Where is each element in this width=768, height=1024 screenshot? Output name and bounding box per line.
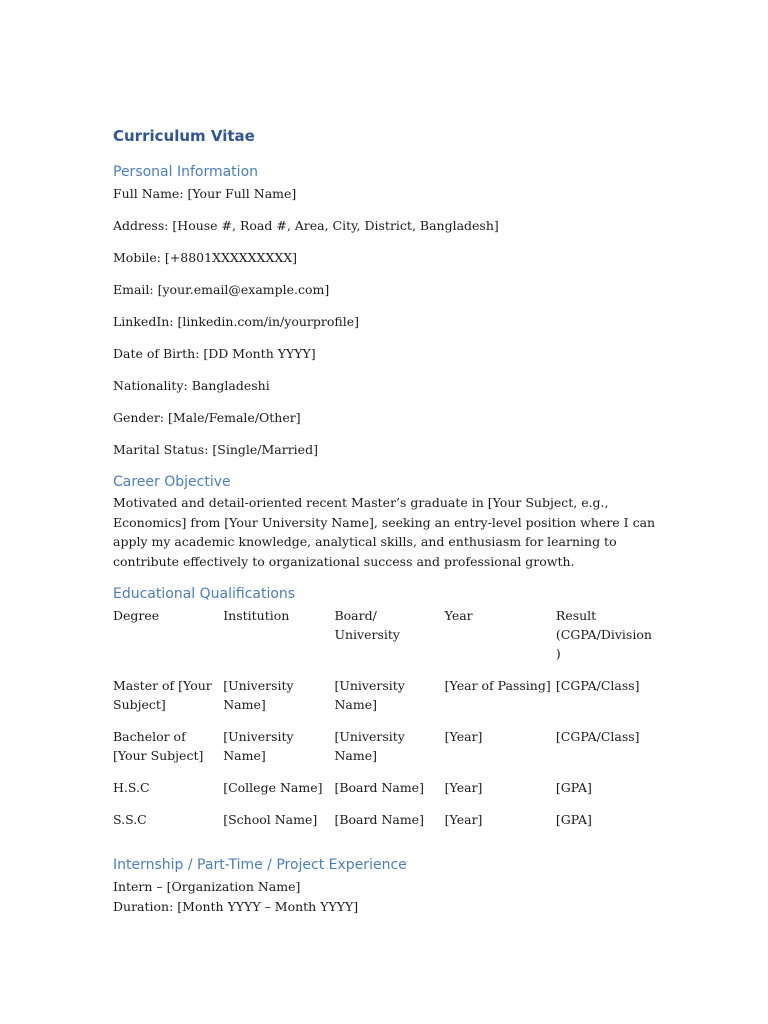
cell-result: [CGPA/Class] bbox=[555, 678, 640, 693]
cell-year: [Year] bbox=[444, 729, 483, 744]
cell-result: [CGPA/Class] bbox=[555, 729, 640, 744]
personal-info-section bbox=[113, 184, 658, 459]
mobile-field: Mobile: [+8801XXXXXXXXX] bbox=[113, 250, 298, 265]
col-header-board: Board/ University bbox=[334, 608, 400, 642]
cell-institution: [School Name] bbox=[223, 812, 318, 827]
cell-board: [Board Name] bbox=[334, 780, 424, 795]
col-header-institution: Institution bbox=[223, 608, 290, 623]
education-heading: Educational Qualifications bbox=[113, 586, 296, 602]
cell-institution: [University Name] bbox=[223, 678, 294, 712]
dob-field: Date of Birth: [DD Month YYYY] bbox=[113, 346, 316, 361]
internship-duration: Duration: [Month YYYY – Month YYYY] bbox=[113, 898, 359, 914]
cell-degree: S.S.C bbox=[113, 812, 147, 827]
table-row bbox=[113, 727, 658, 778]
cell-board: [Board Name] bbox=[334, 812, 424, 827]
cell-year: [Year] bbox=[444, 812, 483, 827]
cell-result: [GPA] bbox=[555, 780, 592, 795]
email-field: Email: [your.email@example.com] bbox=[113, 282, 330, 297]
table-row bbox=[113, 676, 658, 727]
education-header-row bbox=[113, 606, 658, 676]
cell-degree: Bachelor of [Your Subject] bbox=[113, 729, 204, 763]
linkedin-field: LinkedIn: [linkedin.com/in/yourprofile] bbox=[113, 314, 359, 329]
col-header-degree: Degree bbox=[113, 608, 160, 623]
address-field: Address: [House #, Road #, Area, City, District, Bangladesh] bbox=[113, 218, 499, 233]
table-row bbox=[113, 810, 658, 842]
document-title: Curriculum Vitae bbox=[113, 127, 255, 145]
personal-info-heading: Personal Information bbox=[113, 164, 259, 180]
col-header-result: Result (CGPA/Division ) bbox=[555, 608, 652, 661]
nationality-field: Nationality: Bangladeshi bbox=[113, 378, 270, 393]
gender-field: Gender: [Male/Female/Other] bbox=[113, 410, 301, 425]
career-objective-text: Motivated and detail-oriented recent Master’s graduate in [Your Subject, e.g., Economics] from [Your University Name], seeking an entry-level position where I can apply my academic knowledge, analytical skills, and enthusiasm for learning to contribute effectively to organizational success and professional growth. bbox=[113, 495, 656, 569]
document-content bbox=[113, 126, 658, 916]
education-table bbox=[113, 606, 658, 842]
full-name-field: Full Name: [Your Full Name] bbox=[113, 186, 297, 201]
cell-institution: [University Name] bbox=[223, 729, 294, 763]
table-row bbox=[113, 778, 658, 810]
cell-year: [Year] bbox=[444, 780, 483, 795]
cell-result: [GPA] bbox=[555, 812, 592, 827]
internship-role: Intern – [Organization Name] bbox=[113, 879, 301, 894]
cell-board: [University Name] bbox=[334, 678, 405, 712]
cell-year: [Year of Passing] bbox=[444, 678, 551, 693]
cell-board: [University Name] bbox=[334, 729, 405, 763]
cell-institution: [College Name] bbox=[223, 780, 323, 795]
career-objective-heading: Career Objective bbox=[113, 474, 231, 490]
cell-degree: H.S.C bbox=[113, 780, 150, 795]
col-header-year: Year bbox=[444, 608, 473, 623]
internship-heading: Internship / Part-Time / Project Experience bbox=[113, 857, 407, 873]
marital-status-field: Marital Status: [Single/Married] bbox=[113, 442, 318, 457]
cell-degree: Master of [Your Subject] bbox=[113, 678, 212, 712]
